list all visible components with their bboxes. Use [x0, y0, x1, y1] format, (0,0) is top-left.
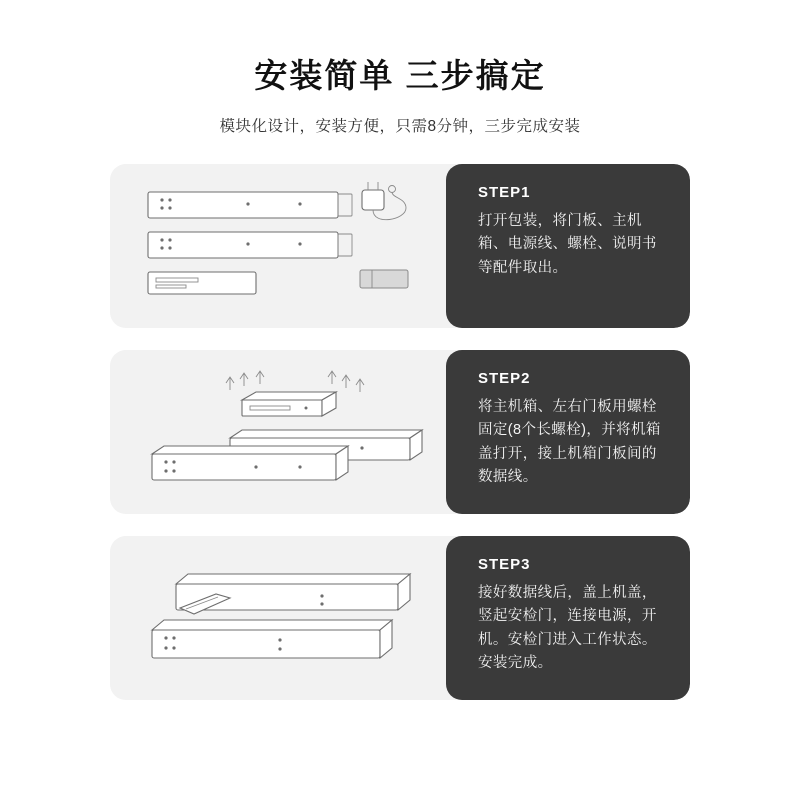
- step2-illustration: [110, 350, 462, 514]
- final-standing-gate-illustration: [110, 536, 462, 700]
- step-card: [110, 350, 690, 514]
- step-label: STEP2: [478, 369, 531, 387]
- assembly-bolts-illustration: [110, 350, 462, 514]
- step-description: 打开包装，将门板、主机箱、电源线、螺栓、说明书等配件取出。: [478, 212, 657, 276]
- step-description: 接好数据线后，盖上机盖，竖起安检门，连接电源，开机。安检门进入工作状态。安装完成。: [478, 584, 657, 672]
- steps-list: [0, 164, 800, 700]
- step-label: STEP1: [478, 183, 531, 201]
- step-label: STEP3: [478, 555, 531, 573]
- step-card: [110, 164, 690, 328]
- page-title: 安装简单 三步搞定: [254, 57, 546, 94]
- step-text-block: [446, 164, 690, 328]
- step-description: 将主机箱、左右门板用螺栓固定(8个长螺栓)，并将机箱盖打开，接上机箱门板间的数据线。: [478, 398, 661, 486]
- step3-illustration: [110, 536, 462, 700]
- page-subtitle: 模块化设计，安装方便，只需8分钟，三步完成安装: [219, 117, 581, 135]
- packaging-parts-illustration: [110, 164, 462, 328]
- step1-illustration: [110, 164, 462, 328]
- page-header: [0, 0, 800, 136]
- step-text-block: [446, 536, 690, 700]
- step-text-block: [446, 350, 690, 514]
- step-card: [110, 536, 690, 700]
